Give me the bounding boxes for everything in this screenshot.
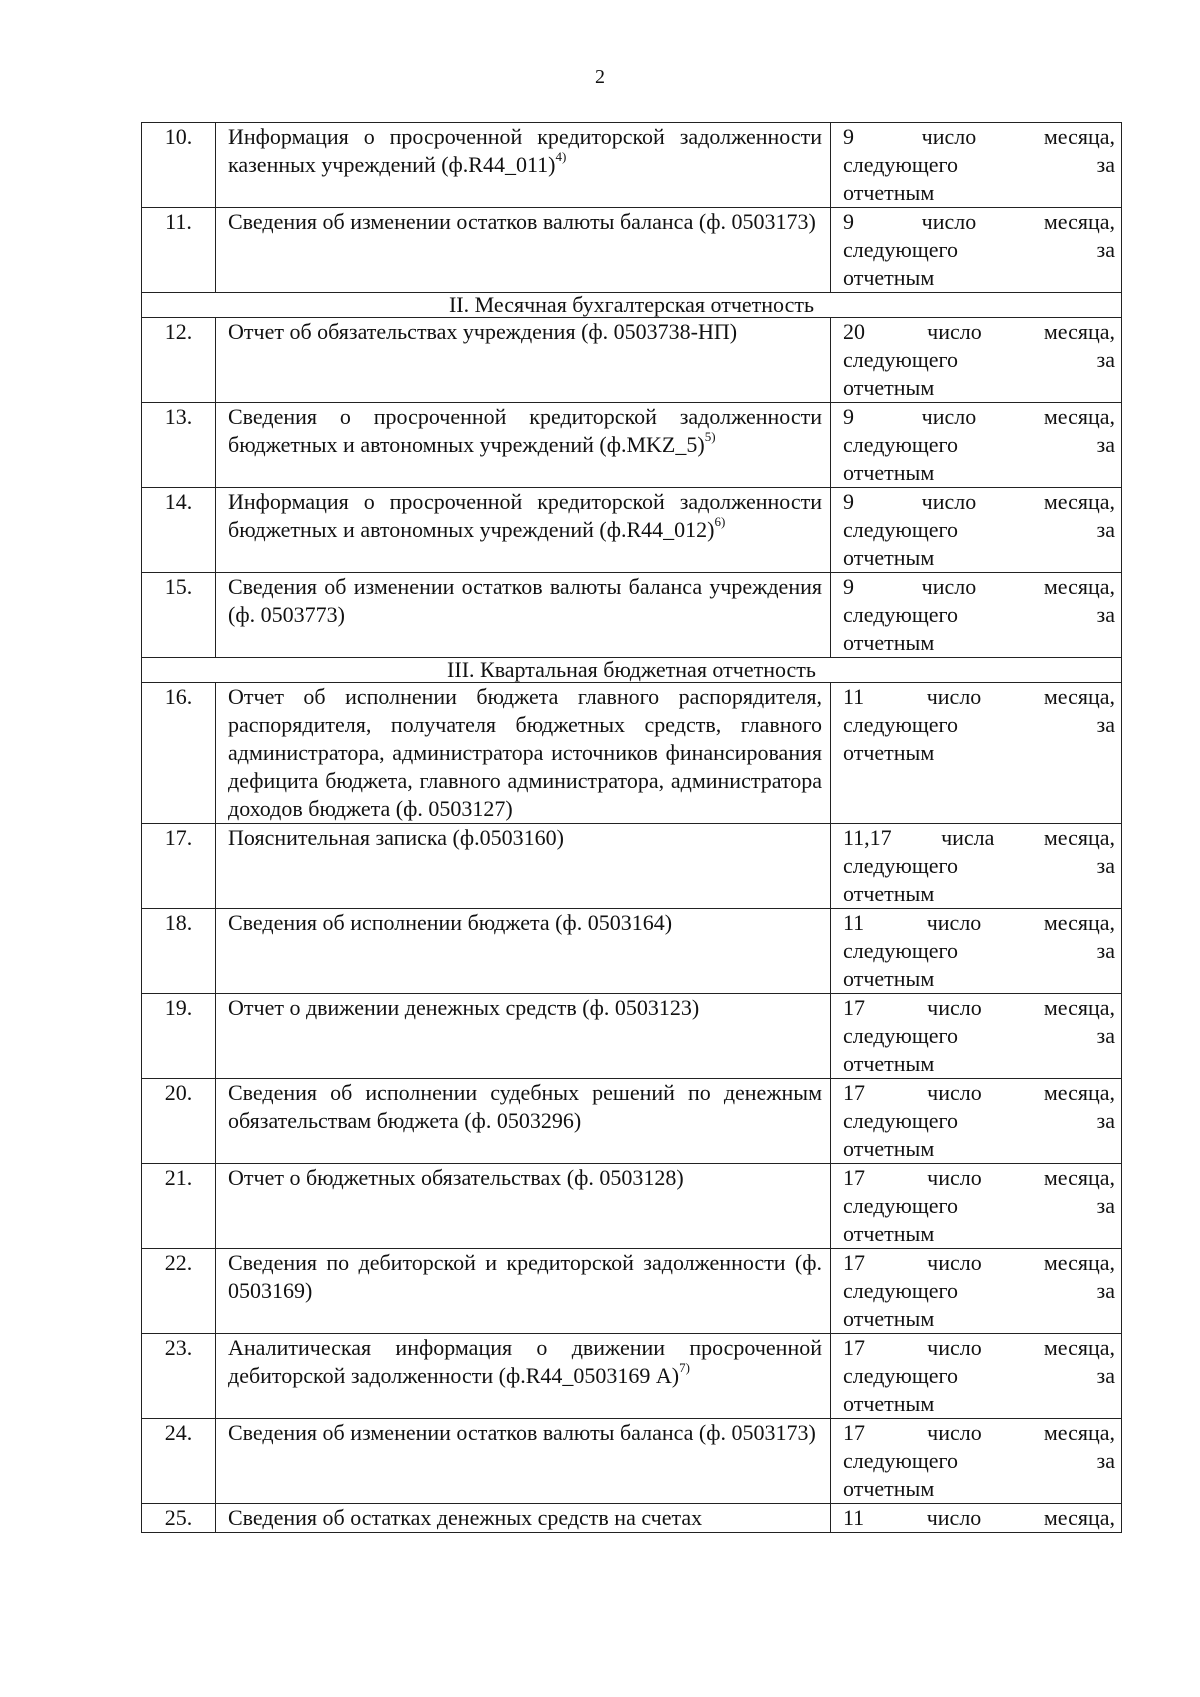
deadline-word: месяца, bbox=[1043, 1335, 1115, 1360]
deadline bbox=[831, 123, 1122, 208]
report-name bbox=[216, 1164, 831, 1249]
deadline-word: 9 bbox=[843, 124, 854, 149]
report-name bbox=[216, 824, 831, 909]
row-number: 18. bbox=[142, 909, 216, 994]
table-row bbox=[142, 994, 1122, 1079]
deadline-line bbox=[843, 1277, 1115, 1305]
deadline-word: следующего bbox=[843, 237, 959, 262]
deadline-word: числа bbox=[941, 825, 995, 850]
deadline-word: отчетным bbox=[843, 460, 935, 485]
deadline-word: отчетным bbox=[843, 1136, 935, 1161]
deadline-word: следующего bbox=[843, 853, 959, 878]
table-row bbox=[142, 1164, 1122, 1249]
row-number: 14. bbox=[142, 488, 216, 573]
deadline-word: 17 bbox=[843, 1250, 865, 1275]
deadline-word: следующего bbox=[843, 1363, 959, 1388]
report-name-text: Отчет об исполнении бюджета главного распорядителя, распорядителя, получателя бюджетных средств, главного администратора, администратора источников финансирования дефицита бюджета, главного администратора, администратора доходов бюджета (ф. 0503127) bbox=[228, 684, 822, 821]
deadline-word: месяца, bbox=[1043, 404, 1115, 429]
deadline-word: отчетным bbox=[843, 180, 935, 205]
deadline-word: отчетным bbox=[843, 1051, 935, 1076]
deadline-word: 17 bbox=[843, 1420, 865, 1445]
row-number: 17. bbox=[142, 824, 216, 909]
report-name-text: Сведения об исполнении бюджета (ф. 0503164) bbox=[228, 910, 673, 935]
report-name-text: Пояснительная записка (ф.0503160) bbox=[228, 825, 564, 850]
deadline-word: за bbox=[1096, 853, 1115, 878]
row-number: 13. bbox=[142, 403, 216, 488]
deadline bbox=[831, 573, 1122, 658]
deadline-word: отчетным bbox=[843, 1391, 935, 1416]
deadline-word: 9 bbox=[843, 209, 854, 234]
row-number: 20. bbox=[142, 1079, 216, 1164]
section-header-row bbox=[142, 658, 1122, 683]
row-number: 12. bbox=[142, 318, 216, 403]
deadline-word: число bbox=[927, 319, 982, 344]
deadline-line bbox=[843, 1362, 1115, 1390]
deadline-line bbox=[843, 1107, 1115, 1135]
deadline-word: отчетным bbox=[843, 375, 935, 400]
deadline-word: 11 bbox=[843, 684, 865, 709]
deadline-line bbox=[843, 431, 1115, 459]
deadline-word: число bbox=[921, 124, 977, 149]
table-row bbox=[142, 318, 1122, 403]
report-name bbox=[216, 1504, 831, 1533]
deadline-word: отчетным bbox=[843, 966, 935, 991]
deadline bbox=[831, 208, 1122, 293]
table-row bbox=[142, 909, 1122, 994]
deadline-line bbox=[843, 346, 1115, 374]
deadline-word: за bbox=[1096, 152, 1115, 177]
row-number: 15. bbox=[142, 573, 216, 658]
page-number: 2 bbox=[595, 66, 605, 88]
deadline bbox=[831, 994, 1122, 1079]
deadline-word: число bbox=[927, 995, 982, 1020]
deadline-word: 20 bbox=[843, 319, 865, 344]
report-name-text: Отчет об обязательствах учреждения (ф. 0503738-НП) bbox=[228, 319, 738, 344]
deadline-word: число bbox=[921, 574, 977, 599]
row-number: 22. bbox=[142, 1249, 216, 1334]
deadline-word: 11 bbox=[843, 910, 865, 935]
deadline bbox=[831, 1164, 1122, 1249]
report-name bbox=[216, 994, 831, 1079]
deadline-word: месяца, bbox=[1043, 1505, 1115, 1530]
deadline-word: число bbox=[927, 1080, 982, 1105]
deadline-word: месяца, bbox=[1043, 995, 1115, 1020]
deadline-line bbox=[843, 208, 1115, 236]
deadline-line bbox=[843, 601, 1115, 629]
report-name-text: Сведения о просроченной кредиторской задолженности бюджетных и автономных учреждений (ф.MKZ_5) bbox=[228, 404, 822, 457]
deadline-word: 17 bbox=[843, 1335, 865, 1360]
deadline-line bbox=[843, 573, 1115, 601]
table-row bbox=[142, 488, 1122, 573]
report-name bbox=[216, 1334, 831, 1419]
section-title: II. Месячная бухгалтерская отчетность bbox=[142, 293, 1122, 318]
deadline-line bbox=[843, 488, 1115, 516]
section-header-row bbox=[142, 293, 1122, 318]
deadline-word: следующего bbox=[843, 1023, 959, 1048]
deadline-word: число bbox=[927, 1165, 982, 1190]
deadline-word: за bbox=[1096, 1193, 1115, 1218]
row-number: 11. bbox=[142, 208, 216, 293]
deadline-line bbox=[843, 909, 1115, 937]
deadline bbox=[831, 683, 1122, 824]
deadline-word: число bbox=[921, 404, 977, 429]
deadline-word: отчетным bbox=[843, 740, 935, 765]
row-number: 19. bbox=[142, 994, 216, 1079]
footnote-ref: 7) bbox=[679, 1359, 690, 1375]
deadline-word: месяца, bbox=[1043, 910, 1115, 935]
report-name-text: Сведения по дебиторской и кредиторской задолженности (ф. 0503169) bbox=[228, 1250, 822, 1303]
row-number: 23. bbox=[142, 1334, 216, 1419]
deadline-word: месяца, bbox=[1043, 574, 1115, 599]
deadline-word: следующего bbox=[843, 602, 959, 627]
deadline-word: число bbox=[927, 1335, 982, 1360]
footnote-ref: 5) bbox=[704, 428, 716, 444]
deadline-word: 11 bbox=[843, 1505, 865, 1530]
deadline-word: отчетным bbox=[843, 881, 935, 906]
deadline-word: отчетным bbox=[843, 545, 935, 570]
report-name bbox=[216, 1419, 831, 1504]
deadline-word: отчетным bbox=[843, 1221, 935, 1246]
deadline-word: следующего bbox=[843, 432, 959, 457]
deadline-word: 9 bbox=[843, 574, 854, 599]
deadline-word: за bbox=[1096, 237, 1115, 262]
report-name bbox=[216, 573, 831, 658]
deadline-word: отчетным bbox=[843, 1306, 935, 1331]
deadline-word: за bbox=[1096, 1363, 1115, 1388]
deadline-word: месяца, bbox=[1043, 1420, 1115, 1445]
deadline-word: число bbox=[926, 910, 982, 935]
table-row bbox=[142, 1334, 1122, 1419]
report-name-text: Аналитическая информация о движении просроченной дебиторской задолженности (ф.R44_0503169 А) bbox=[228, 1335, 822, 1388]
deadline-word: число bbox=[921, 489, 977, 514]
deadline-word: 9 bbox=[843, 404, 854, 429]
deadline-word: следующего bbox=[843, 1108, 959, 1133]
deadline-word: за bbox=[1096, 347, 1115, 372]
deadline-line bbox=[843, 403, 1115, 431]
deadline-word: следующего bbox=[843, 1278, 959, 1303]
report-name bbox=[216, 1079, 831, 1164]
deadline-line bbox=[843, 994, 1115, 1022]
deadline-line bbox=[843, 852, 1115, 880]
deadline bbox=[831, 1419, 1122, 1504]
deadline-line bbox=[843, 1249, 1115, 1277]
table-row bbox=[142, 683, 1122, 824]
deadline-word: 9 bbox=[843, 489, 854, 514]
deadline-line bbox=[843, 236, 1115, 264]
deadline-word: следующего bbox=[843, 1193, 959, 1218]
deadline-word: число bbox=[926, 684, 982, 709]
report-table bbox=[141, 122, 1122, 1533]
report-name bbox=[216, 318, 831, 403]
table-row bbox=[142, 1504, 1122, 1533]
report-name bbox=[216, 1249, 831, 1334]
deadline bbox=[831, 1249, 1122, 1334]
report-name bbox=[216, 683, 831, 824]
deadline-word: следующего bbox=[843, 712, 959, 737]
deadline-line bbox=[843, 123, 1115, 151]
deadline bbox=[831, 1334, 1122, 1419]
deadline-word: месяца, bbox=[1043, 319, 1115, 344]
deadline-word: за bbox=[1096, 1108, 1115, 1133]
deadline-word: следующего bbox=[843, 347, 959, 372]
deadline-word: 17 bbox=[843, 1165, 865, 1190]
deadline-word: за bbox=[1096, 712, 1115, 737]
deadline-word: 17 bbox=[843, 1080, 865, 1105]
deadline-word: следующего bbox=[843, 517, 959, 542]
deadline-word: число bbox=[926, 1505, 982, 1530]
deadline-word: месяца, bbox=[1043, 825, 1115, 850]
deadline-word: за bbox=[1096, 1448, 1115, 1473]
table-row bbox=[142, 208, 1122, 293]
report-name-text: Информация о просроченной кредиторской задолженности бюджетных и автономных учреждений (ф.R44_012) bbox=[228, 489, 822, 542]
deadline-word: месяца, bbox=[1043, 1250, 1115, 1275]
report-name-text: Сведения об изменении остатков валюты баланса учреждения (ф. 0503773) bbox=[228, 574, 822, 627]
row-number: 21. bbox=[142, 1164, 216, 1249]
report-name bbox=[216, 208, 831, 293]
deadline-line bbox=[843, 516, 1115, 544]
table-row bbox=[142, 1079, 1122, 1164]
footnote-ref: 6) bbox=[714, 513, 726, 529]
report-name bbox=[216, 488, 831, 573]
deadline-line bbox=[843, 937, 1115, 965]
row-number: 25. bbox=[142, 1504, 216, 1533]
row-number: 16. bbox=[142, 683, 216, 824]
deadline-word: число bbox=[921, 209, 977, 234]
report-name-text: Сведения об изменении остатков валюты баланса (ф. 0503173) bbox=[228, 209, 816, 234]
table-row bbox=[142, 824, 1122, 909]
deadline-word: месяца, bbox=[1043, 209, 1115, 234]
report-name bbox=[216, 909, 831, 994]
deadline-word: отчетным bbox=[843, 630, 935, 655]
deadline-word: число bbox=[927, 1250, 982, 1275]
deadline-word: за bbox=[1096, 517, 1115, 542]
deadline bbox=[831, 909, 1122, 994]
deadline-line bbox=[843, 1164, 1115, 1192]
table-row bbox=[142, 123, 1122, 208]
deadline bbox=[831, 488, 1122, 573]
report-name-text: Сведения об исполнении судебных решений по денежным обязательствам бюджета (ф. 0503296) bbox=[228, 1080, 822, 1133]
report-name-text: Информация о просроченной кредиторской задолженности казенных учреждений (ф.R44_011) bbox=[228, 124, 822, 177]
table-row bbox=[142, 1419, 1122, 1504]
row-number: 10. bbox=[142, 123, 216, 208]
deadline-line bbox=[843, 683, 1115, 711]
deadline-line bbox=[843, 1419, 1115, 1447]
deadline-word: месяца, bbox=[1043, 124, 1115, 149]
report-name bbox=[216, 403, 831, 488]
deadline-word: число bbox=[927, 1420, 982, 1445]
report-name-text: Сведения об остатках денежных средств на счетах bbox=[228, 1505, 703, 1530]
deadline-line bbox=[843, 711, 1115, 739]
table-row bbox=[142, 403, 1122, 488]
deadline-line bbox=[843, 1504, 1115, 1532]
deadline-word: за bbox=[1096, 1278, 1115, 1303]
report-name-text: Отчет о движении денежных средств (ф. 0503123) bbox=[228, 995, 700, 1020]
report-name-text: Сведения об изменении остатков валюты баланса (ф. 0503173) bbox=[228, 1420, 816, 1445]
deadline-word: следующего bbox=[843, 1448, 959, 1473]
deadline bbox=[831, 1079, 1122, 1164]
deadline-word: месяца, bbox=[1043, 1080, 1115, 1105]
deadline bbox=[831, 318, 1122, 403]
section-title: III. Квартальная бюджетная отчетность bbox=[142, 658, 1122, 683]
deadline-word: 17 bbox=[843, 995, 865, 1020]
deadline-word: месяца, bbox=[1043, 684, 1115, 709]
deadline-line bbox=[843, 1334, 1115, 1362]
deadline-word: месяца, bbox=[1043, 1165, 1115, 1190]
deadline-word: отчетным bbox=[843, 265, 935, 290]
deadline-word: за bbox=[1096, 432, 1115, 457]
deadline bbox=[831, 824, 1122, 909]
deadline-line bbox=[843, 1022, 1115, 1050]
table-body bbox=[142, 123, 1122, 1533]
table-row bbox=[142, 1249, 1122, 1334]
deadline-word: следующего bbox=[843, 938, 959, 963]
deadline-line bbox=[843, 1447, 1115, 1475]
footnote-ref: 4) bbox=[555, 148, 567, 164]
deadline-word: отчетным bbox=[843, 1476, 935, 1501]
row-number: 24. bbox=[142, 1419, 216, 1504]
deadline-word: 11,17 bbox=[843, 825, 892, 850]
deadline-word: за bbox=[1096, 602, 1115, 627]
deadline-line bbox=[843, 824, 1115, 852]
report-name bbox=[216, 123, 831, 208]
deadline-word: месяца, bbox=[1043, 489, 1115, 514]
deadline bbox=[831, 403, 1122, 488]
report-name-text: Отчет о бюджетных обязательствах (ф. 0503128) bbox=[228, 1165, 684, 1190]
deadline-word: следующего bbox=[843, 152, 959, 177]
deadline-line bbox=[843, 151, 1115, 179]
table-row bbox=[142, 573, 1122, 658]
deadline-word: за bbox=[1096, 1023, 1115, 1048]
deadline-line bbox=[843, 1079, 1115, 1107]
deadline-word: за bbox=[1096, 938, 1115, 963]
deadline bbox=[831, 1504, 1122, 1533]
deadline-line bbox=[843, 318, 1115, 346]
deadline-line bbox=[843, 1192, 1115, 1220]
